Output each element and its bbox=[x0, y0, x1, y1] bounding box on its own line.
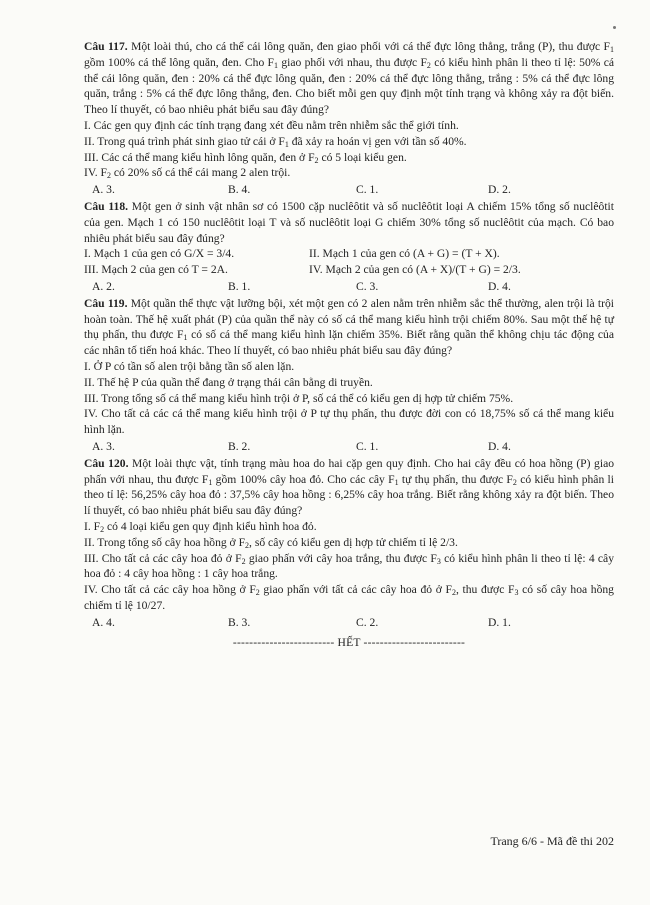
option-a: A. 4. bbox=[92, 615, 115, 629]
option-b: B. 2. bbox=[228, 439, 251, 453]
option-b: B. 3. bbox=[228, 615, 251, 629]
statement-row bbox=[84, 246, 614, 262]
option-d: D. 1. bbox=[488, 615, 511, 629]
question-119-label: Câu 119. bbox=[84, 296, 128, 310]
question-117-label: Câu 117. bbox=[84, 40, 128, 53]
statement-1: I. Mạch 1 của gen có G/X = 3/4. bbox=[84, 247, 235, 261]
statement-4: IV. Cho tất cả các cây hoa hồng ở $F_2$ giao phấn với tất cả các cây hoa đỏ ở $F_2$, thu được $F_3$ có số cây hoa hồng chiếm tỉ lệ 10/27. bbox=[84, 583, 614, 612]
option-a: A. 3. bbox=[92, 439, 115, 453]
statement-3: III. Cho tất cả các cây hoa đỏ ở $F_2$ giao phấn với cây hoa trắng, thu được $F_3$ có kiểu hình phân li theo tỉ lệ: 4 cây hoa đỏ : 4 cây hoa hồng : 1 cây hoa trắng. bbox=[84, 551, 614, 581]
statement-1: I. Các gen quy định các tính trạng đang xét đều nằm trên nhiễm sắc thể giới tính. bbox=[84, 118, 459, 132]
statement-4: IV. Cho tất cả các cá thể mang kiểu hình trội ở P tự thụ phấn, thu được đời con có 18,75% số cá thể mang kiểu hình lặn. bbox=[84, 407, 614, 437]
statement-1: I. $F_2$ có 4 loại kiểu gen quy định kiểu hình hoa đỏ. bbox=[84, 519, 317, 534]
statement-3: III. Các cá thể mang kiểu hình lông quăn, đen ở $F_2$ có 5 loại kiểu gen. bbox=[84, 150, 407, 165]
statement-2: II. Mạch 1 của gen có (A + G) = (T + X). bbox=[309, 247, 500, 261]
scan-speck bbox=[613, 26, 616, 29]
statement-1: I. Ở P có tần số alen trội bằng tần số alen lặn. bbox=[84, 359, 295, 373]
statement-2: II. Trong quá trình phát sinh giao tử cái ở $F_1$ đã xảy ra hoán vị gen với tần số 40%. bbox=[84, 134, 467, 149]
answer-options bbox=[92, 439, 614, 455]
question-118 bbox=[84, 199, 614, 295]
question-120-stem: Câu 120. Một loài thực vật, tính trạng màu hoa do hai cặp gen quy định. Cho hai cây đều có hoa hồng (P) giao phấn với nhau, thu được $F_1$ gồm 100% cây hoa đỏ. Cho các cây $F_1$ tự thụ phấn, thu được $F_2$ có kiểu hình phân li theo tỉ lệ: 56,25% cây hoa đỏ : 37,5% cây hoa hồng : 6,25% cây hoa trắng. Biết rằng không xảy ra đột biến. Theo lí thuyết, có bao nhiêu phát biểu sau đây đúng? bbox=[84, 456, 615, 518]
answer-options bbox=[92, 279, 614, 295]
answer-options bbox=[92, 182, 614, 198]
statement-4: IV. Mạch 2 của gen có (A + X)/(T + G) = 2/3. bbox=[309, 263, 521, 277]
option-a: A. 2. bbox=[92, 279, 115, 293]
option-d: D. 4. bbox=[488, 279, 511, 293]
statement-2: II. Trong tổng số cây hoa hồng ở $F_2$, số cây có kiểu gen dị hợp tử chiếm tỉ lệ 2/3. bbox=[84, 535, 458, 550]
statement-4: IV. $F_2$ có 20% số cá thể cái mang 2 alen trội. bbox=[84, 166, 291, 181]
exam-content bbox=[84, 38, 614, 651]
option-c: C. 3. bbox=[356, 279, 379, 293]
option-c: C. 2. bbox=[356, 615, 379, 629]
option-b: B. 4. bbox=[228, 183, 251, 197]
option-d: D. 2. bbox=[488, 183, 511, 197]
question-120 bbox=[84, 456, 614, 631]
option-d: D. 4. bbox=[488, 439, 511, 453]
statement-3: III. Trong tổng số cá thể mang kiểu hình trội ở P, số cá thể có kiểu gen dị hợp tử chiếm 75%. bbox=[84, 391, 514, 405]
question-117 bbox=[84, 39, 614, 198]
option-a: A. 3. bbox=[92, 183, 115, 197]
question-118-stem: Câu 118. Một gen ở sinh vật nhân sơ có 1500 cặp nuclêôtit và số nuclêôtit loại A chiếm 15% tổng số nuclêôtit của gen. Mạch 1 có 150 nuclêôtit loại T và số nuclêôtit loại G chiếm 30% tổng số nuclêôtit của mạch. Có bao nhiêu phát biểu sau đây đúng? bbox=[84, 199, 614, 245]
question-120-label: Câu 120. bbox=[84, 456, 129, 470]
page-footer: Trang 6/6 - Mã đề thi 202 bbox=[490, 834, 614, 848]
statement-2: II. Thế hệ P của quần thể đang ở trạng thái cân bằng di truyền. bbox=[84, 375, 373, 389]
statement-3: III. Mạch 2 của gen có T = 2A. bbox=[84, 263, 228, 277]
question-119-stem: Câu 119. Một quần thể thực vật lưỡng bội, xét một gen có 2 alen nằm trên nhiễm sắc thể thường, alen trội là trội hoàn toàn. Thế hệ xuất phát (P) của quần thể này có số cá thể mang kiểu hình trội chiếm 80%. Sau một thế hệ tự thụ phấn, thu được $F_1$ có số cá thể mang kiểu hình lặn chiếm 35%. Biết rằng quần thể không chịu tác động của các nhân tố tiến hoá khác. Theo lí thuyết, có bao nhiêu phát biểu sau đây đúng? bbox=[84, 296, 614, 358]
question-119 bbox=[84, 296, 614, 455]
statement-row bbox=[84, 262, 614, 278]
question-118-label: Câu 118. bbox=[84, 199, 129, 213]
option-c: C. 1. bbox=[356, 183, 379, 197]
option-b: B. 1. bbox=[228, 279, 251, 293]
question-117-stem: Câu 117. Một loài thú, cho cá thể cái lông quăn, đen giao phối với cá thể đực lông thẳng, trắng (P), thu được $F_1$ gồm 100% cá thể lông quăn, đen. Cho $F_1$ giao phối với nhau, thu được $F_2$ có kiểu hình phân li theo tỉ lệ: 50% cá thể cái lông quăn, đen : 20% cá thể đực lông quăn, đen : 20% cá thể đực lông thẳng, trắng : 5% cá thể đực lông quăn, trắng : 5% cá thể đực lông thẳng, đen. Cho biết mỗi gen quy định một tính trạng và không xảy ra đột biến. Theo lí thuyết, có bao nhiêu phát biểu sau đây đúng? bbox=[84, 40, 614, 117]
answer-options bbox=[92, 615, 614, 631]
end-marker: ------------------------- HẾT ------------------------- bbox=[232, 636, 466, 650]
option-c: C. 1. bbox=[356, 439, 379, 453]
